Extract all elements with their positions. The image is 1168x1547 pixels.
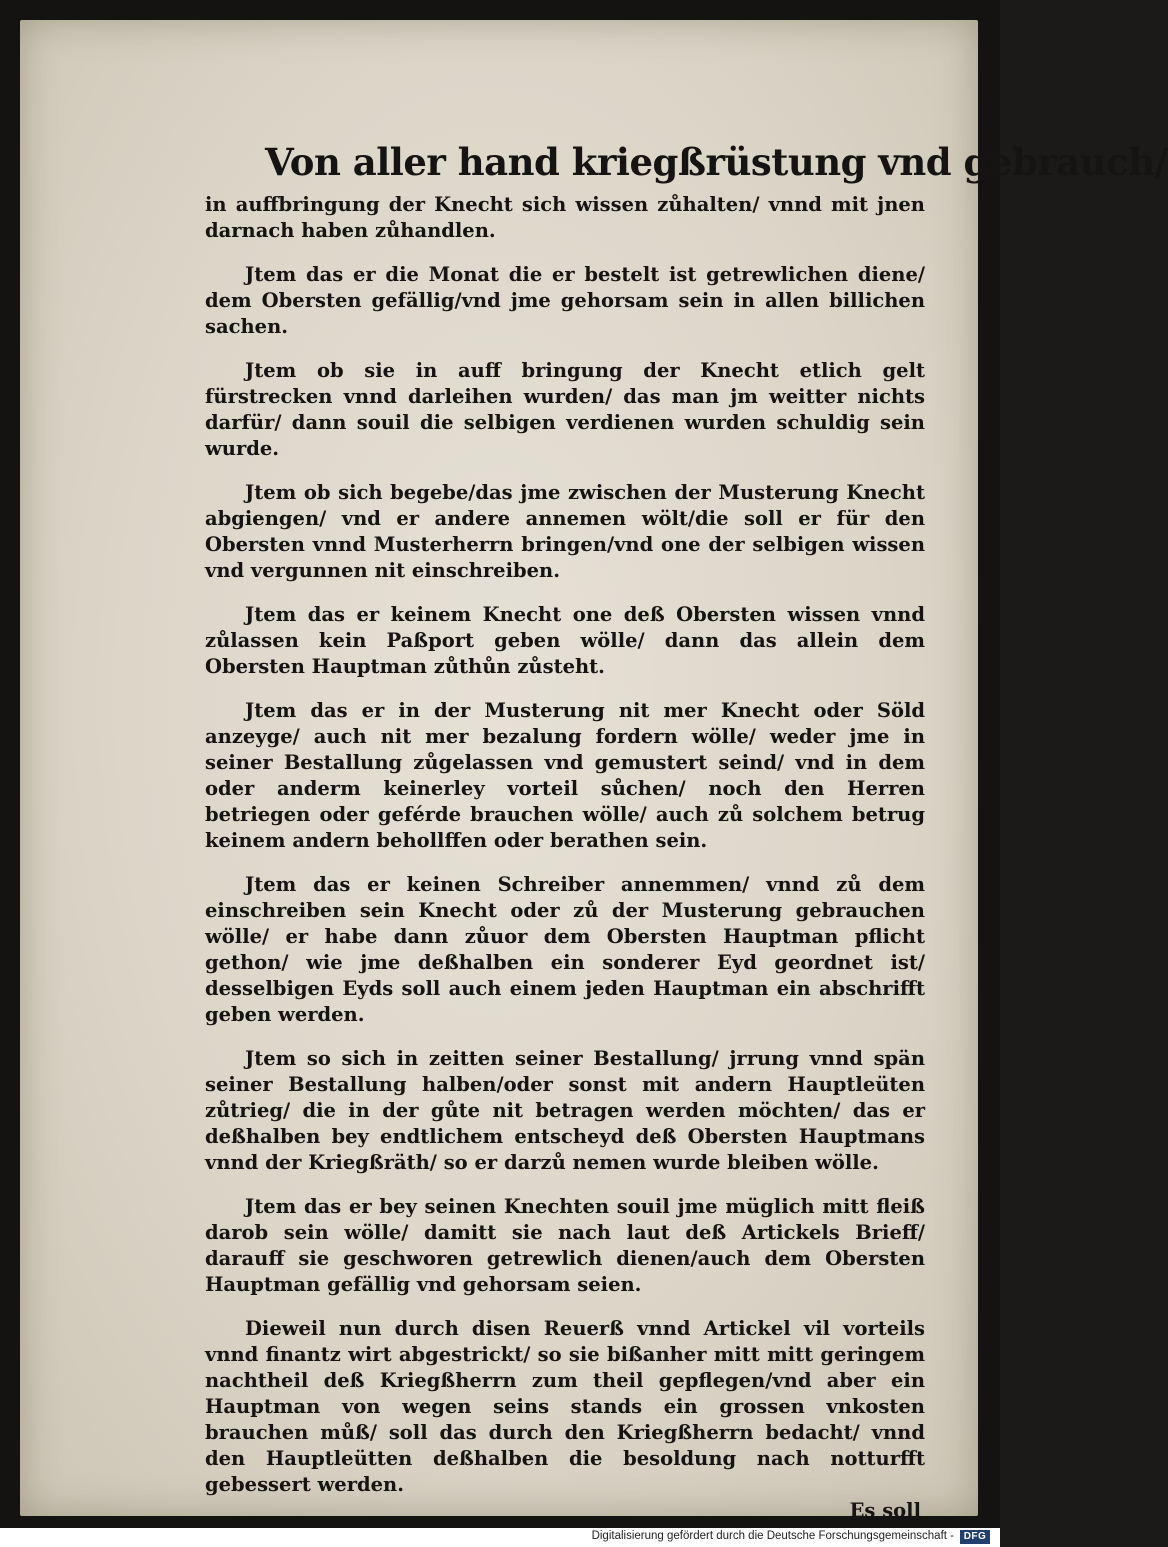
paragraph: Jtem so sich in zeitten seiner Bestallung/ jrrung vnnd spän seiner Bestallung halben/oder sonst mit andern Hauptleüten zůtrieg/ die in der gůte nit betragen werden möchten/ das er deßhalben bey endtlichem entscheyd deß Obersten Hauptmans vnnd der Kriegßräth/ so er darzů nemen wurde bleiben wölle.: [205, 1047, 925, 1174]
text-block: [205, 138, 1168, 1524]
paragraph: Jtem ob sich begebe/das jme zwischen der Musterung Knecht abgiengen/ vnd er andere annemen wölt/die soll er für den Obersten vnnd Musterherrn bringen/vnd one der selbigen wissen vnd vergunnen nit einschreiben.: [205, 481, 925, 582]
catchword: Es soll: [849, 1499, 921, 1522]
paragraph: Dieweil nun durch disen Reuerß vnnd Artickel vil vorteils vnnd finantz wirt abgestrickt/ so sie bißanher mitt mitt geringem nachtheil deß Kriegßherrn zum theil gepflegen/vnd aber ein Hauptman von wegen seins stands ein grossen vnkosten brauchen můß/ soll das durch den Kriegßherrn bedacht/ vnnd den Hauptleütten deßhalben die besoldung nach notturfft gebessert werden.: [205, 1317, 925, 1496]
paragraph: Jtem das er bey seinen Knechten souil jme müglich mitt fleiß darob sein wölle/ damitt sie nach laut deß Artickels Brieff/ darauff sie geschworen getrewlich dienen/auch dem Obersten Hauptman gefällig vnd gehorsam seien.: [205, 1195, 925, 1296]
footer-bar: [0, 1528, 1000, 1547]
footer-credit: Digitalisierung gefördert durch die Deutsche Forschungsgemeinschaft -: [591, 1530, 954, 1542]
dfg-logo-icon: DFG: [960, 1530, 990, 1544]
intro-line: in auffbringung der Knecht sich wissen zůhalten/ vnnd mit jnen darnach haben zůhandlen.: [205, 193, 925, 242]
page-heading: Von aller hand kriegßrüstung vnd gebrauch/: [265, 140, 1168, 184]
paragraph: Jtem ob sie in auff bringung der Knecht etlich gelt fürstrecken vnnd darleihen wurden/ das man jm weitter nichts darfür/ dann souil die selbigen verdienen wurden schuldig sein wurde.: [205, 359, 925, 460]
paragraph: Jtem das er in der Musterung nit mer Knecht oder Söld anzeyge/ auch nit mer bezalung fordern wölle/ weder jme in seiner Bestallung zůgelassen vnd gemustert seind/ vnd in dem oder anderm keinerley vorteil sůchen/ noch den Herren betriegen oder geférde brauchen wölle/ auch zů solchem betrug keinem andern behollffen oder berathen sein.: [205, 699, 925, 852]
paragraph: Jtem das er keinem Knecht one deß Obersten wissen vnnd zůlassen kein Paßport geben wölle/ dann das allein dem Obersten Hauptman zůthůn zůsteht.: [205, 603, 925, 678]
paragraph: Jtem das er die Monat die er bestelt ist getrewlichen diene/ dem Obersten gefällig/vnd jme gehorsam sein in allen billichen sachen.: [205, 263, 925, 338]
document-page: [20, 20, 1168, 1522]
paragraph: Jtem das er keinen Schreiber annemmen/ vnnd zů dem einschreiben sein Knecht oder zů der Musterung gebrauchen wölle/ er habe dann zůuor dem Obersten Hauptman pflicht gethon/ wie jme deßhalben ein sonderer Eyd geordnet ist/ desselbigen Eyds soll auch einem jeden Hauptman ein abschrifft geben werden.: [205, 873, 925, 1026]
